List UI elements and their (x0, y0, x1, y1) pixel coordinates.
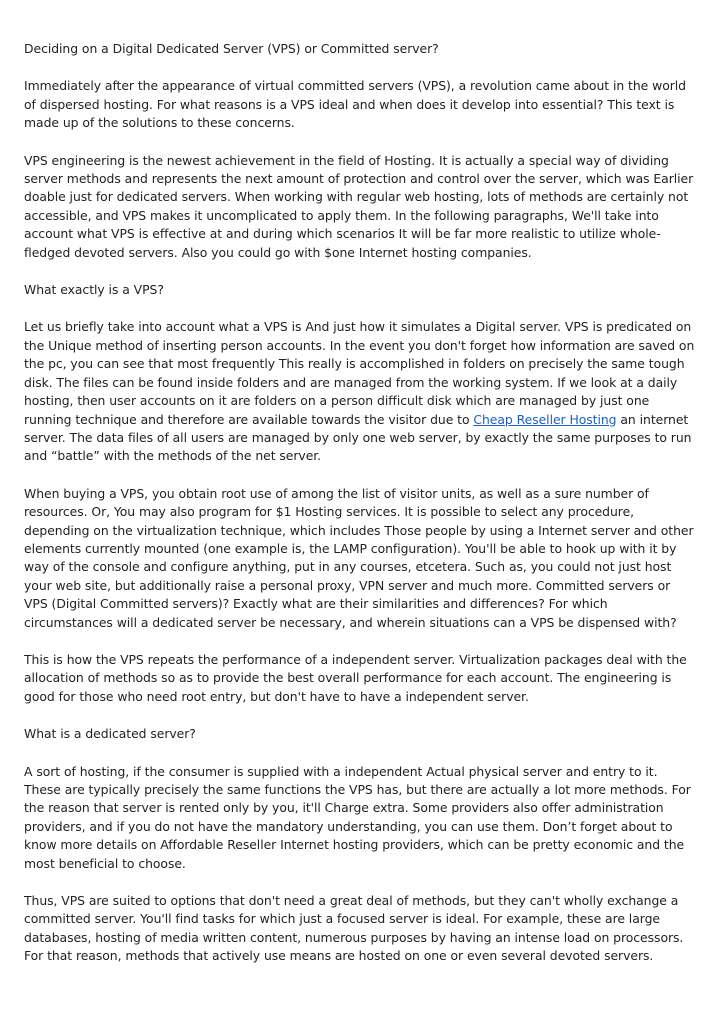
section-heading-dedicated-server: What is a dedicated server? (24, 726, 196, 742)
paragraph-vps-performance: This is how the VPS repeats the performance of a independent server. Virtualization packages deal with the allocation of methods so as to provide the best overall performance for each account. The engineering is good for those who need root entry, but don't have to have a independent server. (24, 651, 687, 704)
paragraph-dedicated-server: A sort of hosting, if the consumer is supplied with a independent Actual physical server and entry to it. These are typically precisely the same functions the VPS has, but there are actually a lot more methods. For the reason that server is rented only by you, it'll Charge extra. Some providers also offer administration providers, and if you do not have the mandatory understanding, you can use them. Don’t forget about to know more details on Affordable Reseller Internet hosting providers, which can be pretty economic and the most beneficial to choose. (24, 763, 691, 871)
paragraph-vps-explanation (24, 318, 696, 465)
paragraph-vps-engineering: VPS engineering is the newest achievement in the field of Hosting. It is actually a special way of dividing server methods and represents the next amount of protection and control over the server, which was Earlier doable just for dedicated servers. When working with regular web hosting, lots of methods are certainly not accessible, and VPS makes it uncomplicated to apply them. In the following paragraphs, We'll take into account what VPS is effective at and during which scenarios It will be far more realistic to utilize whole-fledged devoted servers. Also you could go with $one Internet hosting companies. (24, 152, 694, 260)
paragraph-text-after-link: an internet server. The data files of all users are managed by only one web server, by exactly the same purposes to run and “battle” with the methods of the net server. (24, 411, 692, 464)
cheap-reseller-hosting-link[interactable]: Cheap Reseller Hosting (473, 411, 617, 427)
paragraph-buying-vps: When buying a VPS, you obtain root use of among the list of visitor units, as well as a sure number of resources. Or, You may also program for $1 Hosting services. It is possible to select any procedure, depending on the virtualization technique, which includes Those people by using a Internet server and other elements currently mounted (one example is, the LAMP configuration). You'll be able to hook up with it by way of the console and configure anything, put in any courses, etcetera. Such as, you could not just host your web site, but additionally raise a personal proxy, VPN server and much more. Committed servers or VPS (Digital Committed servers)? Exactly what are their similarities and differences? For which circumstances will a dedicated server be necessary, and wherein situations can a VPS be dispensed with? (24, 485, 694, 630)
document-page (24, 40, 696, 985)
paragraph-conclusion: Thus, VPS are suited to options that don't need a great deal of methods, but they can't wholly exchange a committed server. You'll find tasks for which just a focused server is ideal. For example, these are large databases, hosting of media written content, numerous purposes by having an intense load on processors. For that reason, methods that actively use means are hosted on one or even several devoted servers. (24, 893, 684, 964)
paragraph-intro: Immediately after the appearance of virtual committed servers (VPS), a revolution came about in the world of dispersed hosting. For what reasons is a VPS ideal and when does it develop into essential? This text is made up of the solutions to these concerns. (24, 78, 686, 131)
paragraph-text-before-link: Let us briefly take into account what a VPS is And just how it simulates a Digital server. VPS is predicated on the Unique method of inserting person accounts. In the event you don't forget how information are saved on the pc, you can see that most frequently This really is accomplished in folders on precisely the same tough disk. The files can be found inside folders and are managed from the working system. If we look at a daily hosting, then user accounts on it are folders on a person difficult disk which are managed by just one running technique and therefore are available towards the visitor due to (24, 319, 695, 427)
document-title: Deciding on a Digital Dedicated Server (VPS) or Committed server? (24, 41, 439, 56)
section-heading-what-is-vps: What exactly is a VPS? (24, 282, 164, 298)
